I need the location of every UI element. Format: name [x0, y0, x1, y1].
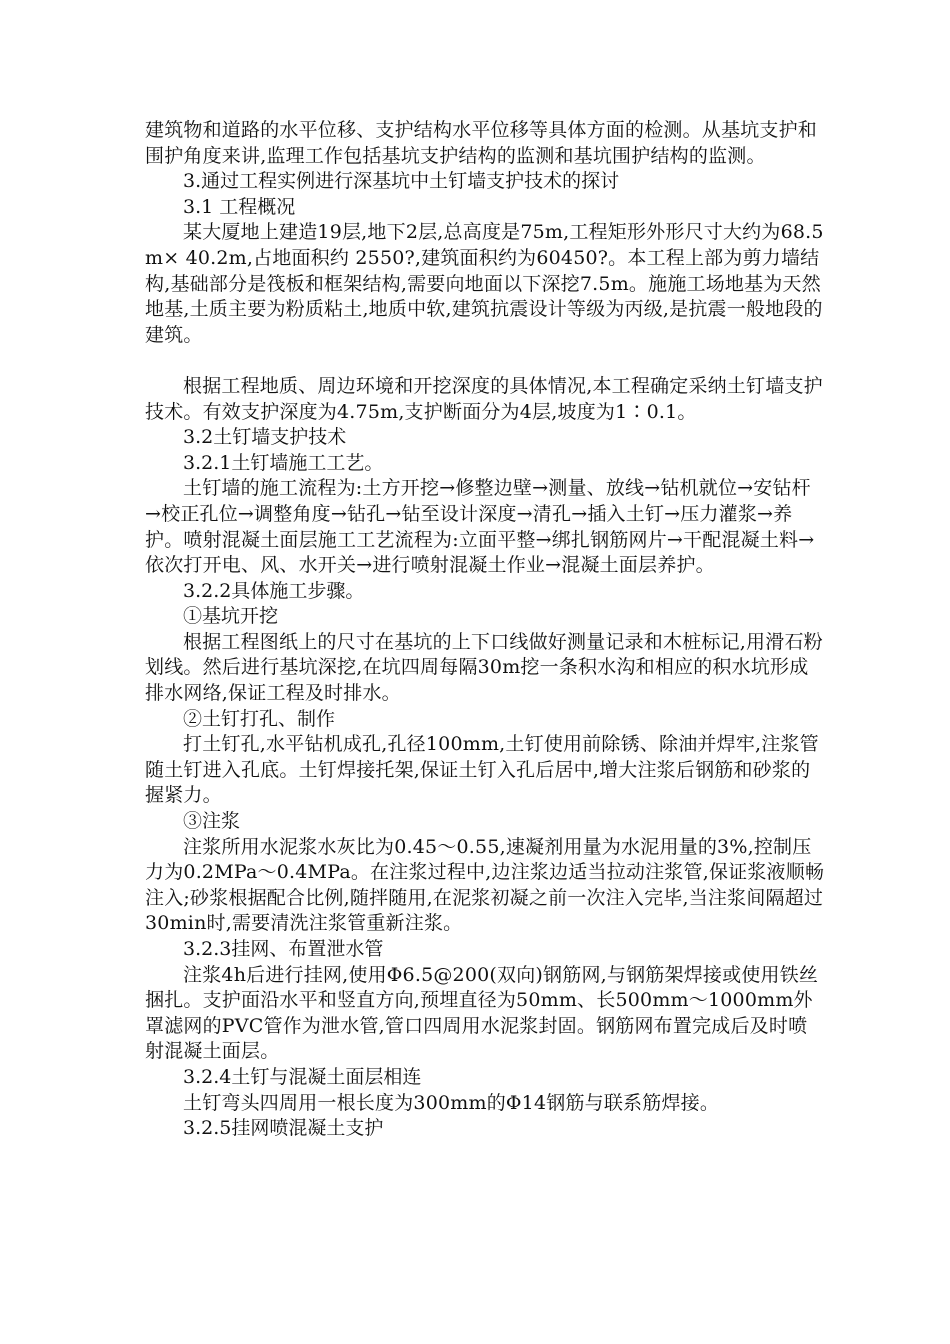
- document-page: [145, 118, 825, 1142]
- paragraph-overview: 某大厦地上建造19层,地下2层,总高度是75m,工程矩形外形尺寸大约为68.5m× 40.2m,占地面积约 2550?,建筑面积约为60450?。本工程上部为剪力墙结构,基础部分是筏板和框架结构,需要向地面以下深挖7.5m。施施工场地基为天然地基,土质主要为粉质粘土,地质中软,建筑抗震设计等级为丙级,是抗震一般地段的建筑。: [145, 221, 824, 346]
- section-heading-3-2-3: 3.2.3挂网、布置泄水管: [183, 938, 384, 960]
- paragraph-nail-connection: 土钉弯头四周用一根长度为300mm的Φ14钢筋与联系筋焊接。: [183, 1091, 720, 1114]
- paragraph-grouting: 注浆所用水泥浆水灰比为0.45～0.55,速凝剂用量为水泥用量的3%,控制压力为0.2MPa～0.4MPa。在注浆过程中,边注浆边适当拉动注浆管,保证浆液顺畅注入;砂浆根据配合比例,随拌随用,在泥浆初凝之前一次注入完毕,当注浆间隔超过30min时,需要清洗注浆管重新注浆。: [145, 835, 825, 935]
- paragraph-drilling: 打土钉孔,水平钻机成孔,孔径100mm,土钉使用前除锈、除油并焊牢,注浆管随土钉进入孔底。土钉焊接托架,保证土钉入孔后居中,增大注浆后钢筋和砂浆的握紧力。: [145, 733, 819, 807]
- paragraph-intro: 建筑物和道路的水平位移、支护结构水平位移等具体方面的检测。从基坑支护和围护角度来讲,监理工作包括基坑支护结构的监测和基坑围护结构的监测。: [145, 119, 818, 167]
- section-heading-3-2-4: 3.2.4土钉与混凝土面层相连: [183, 1065, 422, 1088]
- paragraph-mesh-drainage: 注浆4h后进行挂网,使用Φ6.5@200(双向)钢筋网,与钢筋架焊接或使用铁丝捆扎。支护面沿水平和竖直方向,预埋直径为50mm、长500mm～1000mm外罩滤网的PVC管作为泄水管,管口四周用水泥浆封固。钢筋网布置完成后及时喷射混凝土面层。: [145, 963, 819, 1063]
- section-heading-3: 3.通过工程实例进行深基坑中土钉墙支护技术的探讨: [183, 170, 620, 193]
- paragraph-excavation: 根据工程图纸上的尺寸在基坑的上下口线做好测量记录和木桩标记,用滑石粉划线。然后进行基坑深挖,在坑四周每隔30m挖一条积水沟和相应的积水坑形成排水网络,保证工程及时排水。: [145, 630, 823, 705]
- blank-line: [145, 348, 825, 374]
- step-heading-excavation: ①基坑开挖: [183, 605, 279, 628]
- section-heading-3-1: 3.1 工程概况: [183, 195, 296, 218]
- paragraph-technique-choice: 根据工程地质、周边环境和开挖深度的具体情况,本工程确定采纳土钉墙支护技术。有效支护深度为4.75m,支护断面分为4层,坡度为1∶0.1。: [145, 374, 823, 423]
- section-heading-3-2-5: 3.2.5挂网喷混凝土支护: [183, 1117, 384, 1140]
- paragraph-process-flow: 土钉墙的施工流程为:土方开挖→修整边壁→测量、放线→钻机就位→安钻杆→校正孔位→调整角度→钻孔→钻至设计深度→清孔→插入土钉→压力灌浆→养护。喷射混凝土面层施工工艺流程为:立面平整→绑扎钢筋网片→干配混凝土料→依次打开电、风、水开关→进行喷射混凝土作业→混凝土面层养护。: [145, 477, 815, 577]
- section-heading-3-2: 3.2土钉墙支护技术: [183, 426, 347, 449]
- step-heading-drilling: ②土钉打孔、制作: [183, 707, 336, 730]
- step-heading-grouting: ③注浆: [183, 810, 241, 833]
- section-heading-3-2-1: 3.2.1土钉墙施工工艺。: [183, 451, 384, 474]
- section-heading-3-2-2: 3.2.2具体施工步骤。: [183, 579, 365, 602]
